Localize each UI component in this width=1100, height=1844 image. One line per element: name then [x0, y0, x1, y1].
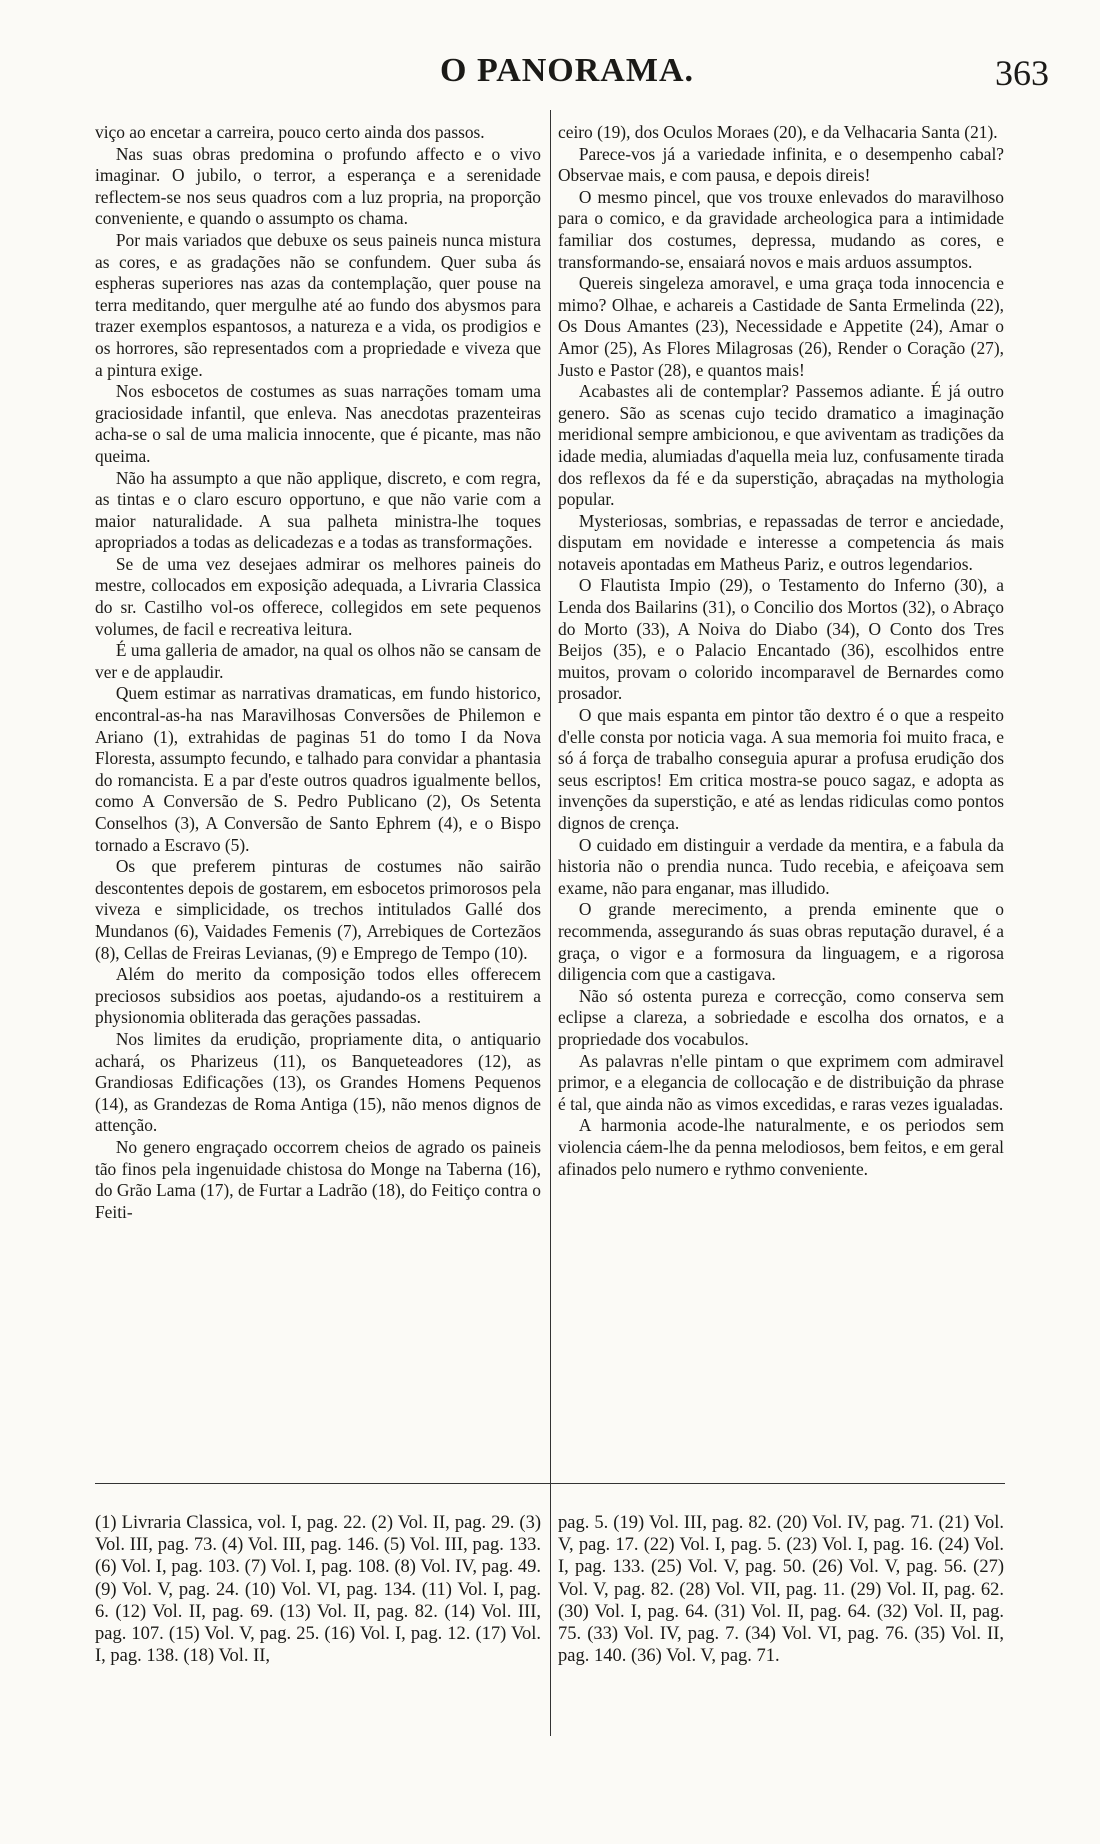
- footnote-rule: [95, 1483, 1005, 1484]
- paragraph: Mysteriosas, sombrias, e repassadas de terror e anciedade, disputam em novidade e interesse a competencia ás mais notaveis apontadas em Matheus Pariz, e outros legendarios.: [558, 510, 1004, 574]
- page-number: 363: [995, 53, 1049, 93]
- paragraph: Não só ostenta pureza e correcção, como conserva sem eclipse a clareza, a sobriedade e escolha dos ornatos, e a propriedade dos vocabulos.: [558, 985, 1004, 1049]
- paragraph: É uma galleria de amador, na qual os olhos não se cansam de ver e de applaudir.: [95, 640, 541, 682]
- paragraph: viço ao encetar a carreira, pouco certo ainda dos passos.: [95, 122, 485, 142]
- paragraph: Por mais variados que debuxe os seus paineis nunca mistura as cores, e as gradações não se confundem. Quer suba ás espheras superiores nas azas da contemplação, quer pouse na terra meditando, quer mergulhe até ao fundo dos abysmos para trazer exemplos espantosos, a natureza e a vida, os prodigios e os horrores, são representados com a propriedade e viveza que a pintura exige.: [95, 229, 541, 380]
- paragraph: O que mais espanta em pintor tão dextro é o que a respeito d'elle consta por noticia vaga. A sua memoria foi muito fraca, e só á força de trabalho conseguia apurar a profusa erudição dos seus escriptos! Em critica mostra-se pouco sagaz, e adopta as invenções da superstição, e até as lendas ridiculas como pontos dignos de crença.: [558, 705, 1004, 833]
- paragraph: Nos esbocetos de costumes as suas narrações tomam uma graciosidade infantil, que enleva. Nas anecdotas prazenteiras acha-se o sal de uma malicia innocente, que é picante, mas não queima.: [95, 381, 541, 466]
- footnotes-left: [95, 1512, 541, 1667]
- paragraph: Além do merito da composição todos elles offerecem preciosos subsidios aos poetas, ajudando-os a restituirem a physionomia obliterada das gerações passadas.: [95, 964, 541, 1028]
- paragraph: Nos limites da erudição, propriamente dita, o antiquario achará, os Pharizeus (11), os Banqueteadores (12), as Grandiosas Edificações (13), os Grandes Homens Pequenos (14), as Grandezas de Roma Antiga (15), não menos dignos de attenção.: [95, 1028, 541, 1136]
- paragraph: O mesmo pincel, que vos trouxe enlevados do maravilhoso para o comico, e da gravidade archeologica para a intimidade familiar dos costumes, depressa, mudando as cores, e transformando-se, ensaiará novos e mais arduos assumptos.: [558, 186, 1004, 272]
- paragraph: O grande merecimento, a prenda eminente que o recommenda, assegurando ás suas obras reputação duravel, é a graça, o vigor e a formosura da linguagem, e a rigorosa diligencia com que a castigava.: [558, 899, 1004, 985]
- right-column: [558, 122, 1004, 1180]
- page-title: O PANORAMA.: [440, 52, 694, 89]
- column-divider: [550, 110, 551, 1736]
- footnote-text: pag. 5. (19) Vol. III, pag. 82. (20) Vol. IV, pag. 71. (21) Vol. V, pag. 17. (22) Vol. I, pag. 5. (23) Vol. I, pag. 16. (24) Vol. I, pag. 133. (25) Vol. V, pag. 50. (26) Vol. V, pag. 56. (27) Vol. V, pag. 82. (28) Vol. VII, pag. 11. (29) Vol. II, pag. 62. (30) Vol. I, pag. 64. (31) Vol. II, pag. 64. (32) Vol. II, pag. 75. (33) Vol. IV, pag. 7. (34) Vol. VI, pag. 76. (35) Vol. II, pag. 140. (36) Vol. V, pag. 71.: [558, 1513, 1004, 1667]
- paragraph: O cuidado em distinguir a verdade da mentira, e a fabula da historia não o prendia nunca. Tudo recebia, e afeiçoava sem exame, não para enganar, mas illudido.: [558, 834, 1004, 898]
- paragraph: As palavras n'elle pintam o que exprimem com admiravel primor, e a elegancia de collocação e de distribuição da phrase é tal, que ainda não as vimos excedidas, e raras vezes igualadas.: [558, 1050, 1004, 1114]
- paragraph: Se de uma vez desejaes admirar os melhores paineis do mestre, collocados em exposição adequada, a Livraria Classica do sr. Castilho vol-os offerece, collegidos em sete pequenos volumes, de facil e recreativa leitura.: [95, 553, 541, 639]
- paragraph: Não ha assumpto a que não applique, discreto, e com regra, as tintas e o claro escuro opportuno, e que não varie com a maior naturalidade. A sua palheta ministra-lhe toques apropriados a todas as delicadezas e a todas as transformações.: [95, 467, 541, 553]
- paragraph: Parece-vos já a variedade infinita, e o desempenho cabal? Observae mais, e com pausa, e depois direis!: [558, 143, 1004, 186]
- paragraph: Nas suas obras predomina o profundo affecto e o vivo imaginar. O jubilo, o terror, a esperança e a serenidade reflectem-se nos seus quadros com a luz propria, na proporção conveniente, e quando o assumpto os chama.: [95, 143, 541, 229]
- paragraph: Quereis singeleza amoravel, e uma graça toda innocencia e mimo? Olhae, e achareis a Castidade de Santa Ermelinda (22), Os Dous Amantes (23), Necessidade e Appetite (24), Amar o Amor (25), As Flores Milagrosas (26), Render o Coração (27), Justo e Pastor (28), e quantos mais!: [558, 273, 1004, 380]
- paragraph: ceiro (19), dos Oculos Moraes (20), e da Velhacaria Santa (21).: [558, 122, 998, 142]
- footnotes-right: [558, 1512, 1004, 1667]
- paragraph: O Flautista Impio (29), o Testamento do Inferno (30), a Lenda dos Bailarins (31), o Concilio dos Mortos (32), o Abraço do Morto (33), A Noiva do Diabo (34), O Conto dos Tres Beijos (35), e o Palacio Encantado (36), escolhidos entre muitos, provam o colorido incomparavel de Bernardes como prosador.: [558, 575, 1004, 704]
- paragraph: Os que preferem pinturas de costumes não sairão descontentes depois de gostarem, em esbocetos primorosos pela viveza e simplicidade, os trechos intitulados Gallé dos Mundanos (6), Vaidades Femenis (7), Arrebiques de Cortezãos (8), Cellas de Freiras Levianas, (9) e Emprego de Tempo (10).: [95, 856, 541, 963]
- footnote-text: (1) Livraria Classica, vol. I, pag. 22. (2) Vol. II, pag. 29. (3) Vol. III, pag. 73. (4) Vol. III, pag. 146. (5) Vol. III, pag. 133. (6) Vol. I, pag. 103. (7) Vol. I, pag. 108. (8) Vol. IV, pag. 49. (9) Vol. V, pag. 24. (10) Vol. VI, pag. 134. (11) Vol. I, pag. 6. (12) Vol. II, pag. 69. (13) Vol. II, pag. 82. (14) Vol. III, pag. 107. (15) Vol. V, pag. 25. (16) Vol. I, pag. 12. (17) Vol. I, pag. 138. (18) Vol. II,: [95, 1513, 541, 1667]
- paragraph: No genero engraçado occorrem cheios de agrado os paineis tão finos pela ingenuidade chistosa do Monge na Taberna (16), do Grão Lama (17), de Furtar a Ladrão (18), do Feitiço contra o Feiti-: [95, 1136, 541, 1222]
- paragraph: Acabastes ali de contemplar? Passemos adiante. É já outro genero. São as scenas cujo tecido dramatico a imaginação meridional sempre ambicionou, e que aviventam as tradições da idade media, alumiadas d'aquella meia luz, confusamente tirada dos reflexos da fé e da superstição, abraçadas na mythologia popular.: [558, 381, 1004, 510]
- page-header: [0, 52, 1100, 102]
- paragraph: Quem estimar as narrativas dramaticas, em fundo historico, encontral-as-ha nas Maravilhosas Conversões de Philemon e Ariano (1), extrahidas de paginas 51 do tomo I da Nova Floresta, assumpto fecundo, e talhado para convidar a phantasia do romancista. E a par d'este outros quadros igualmente bellos, como A Conversão de S. Pedro Publicano (2), Os Setenta Conselhos (3), A Conversão de Santo Ephrem (4), e o Bispo tornado a Escravo (5).: [95, 683, 541, 855]
- paragraph: A harmonia acode-lhe naturalmente, e os periodos sem violencia cáem-lhe da penna melodiosos, bem feitos, e em geral afinados pelo numero e rythmo conveniente.: [558, 1115, 1004, 1179]
- left-column: [95, 122, 541, 1223]
